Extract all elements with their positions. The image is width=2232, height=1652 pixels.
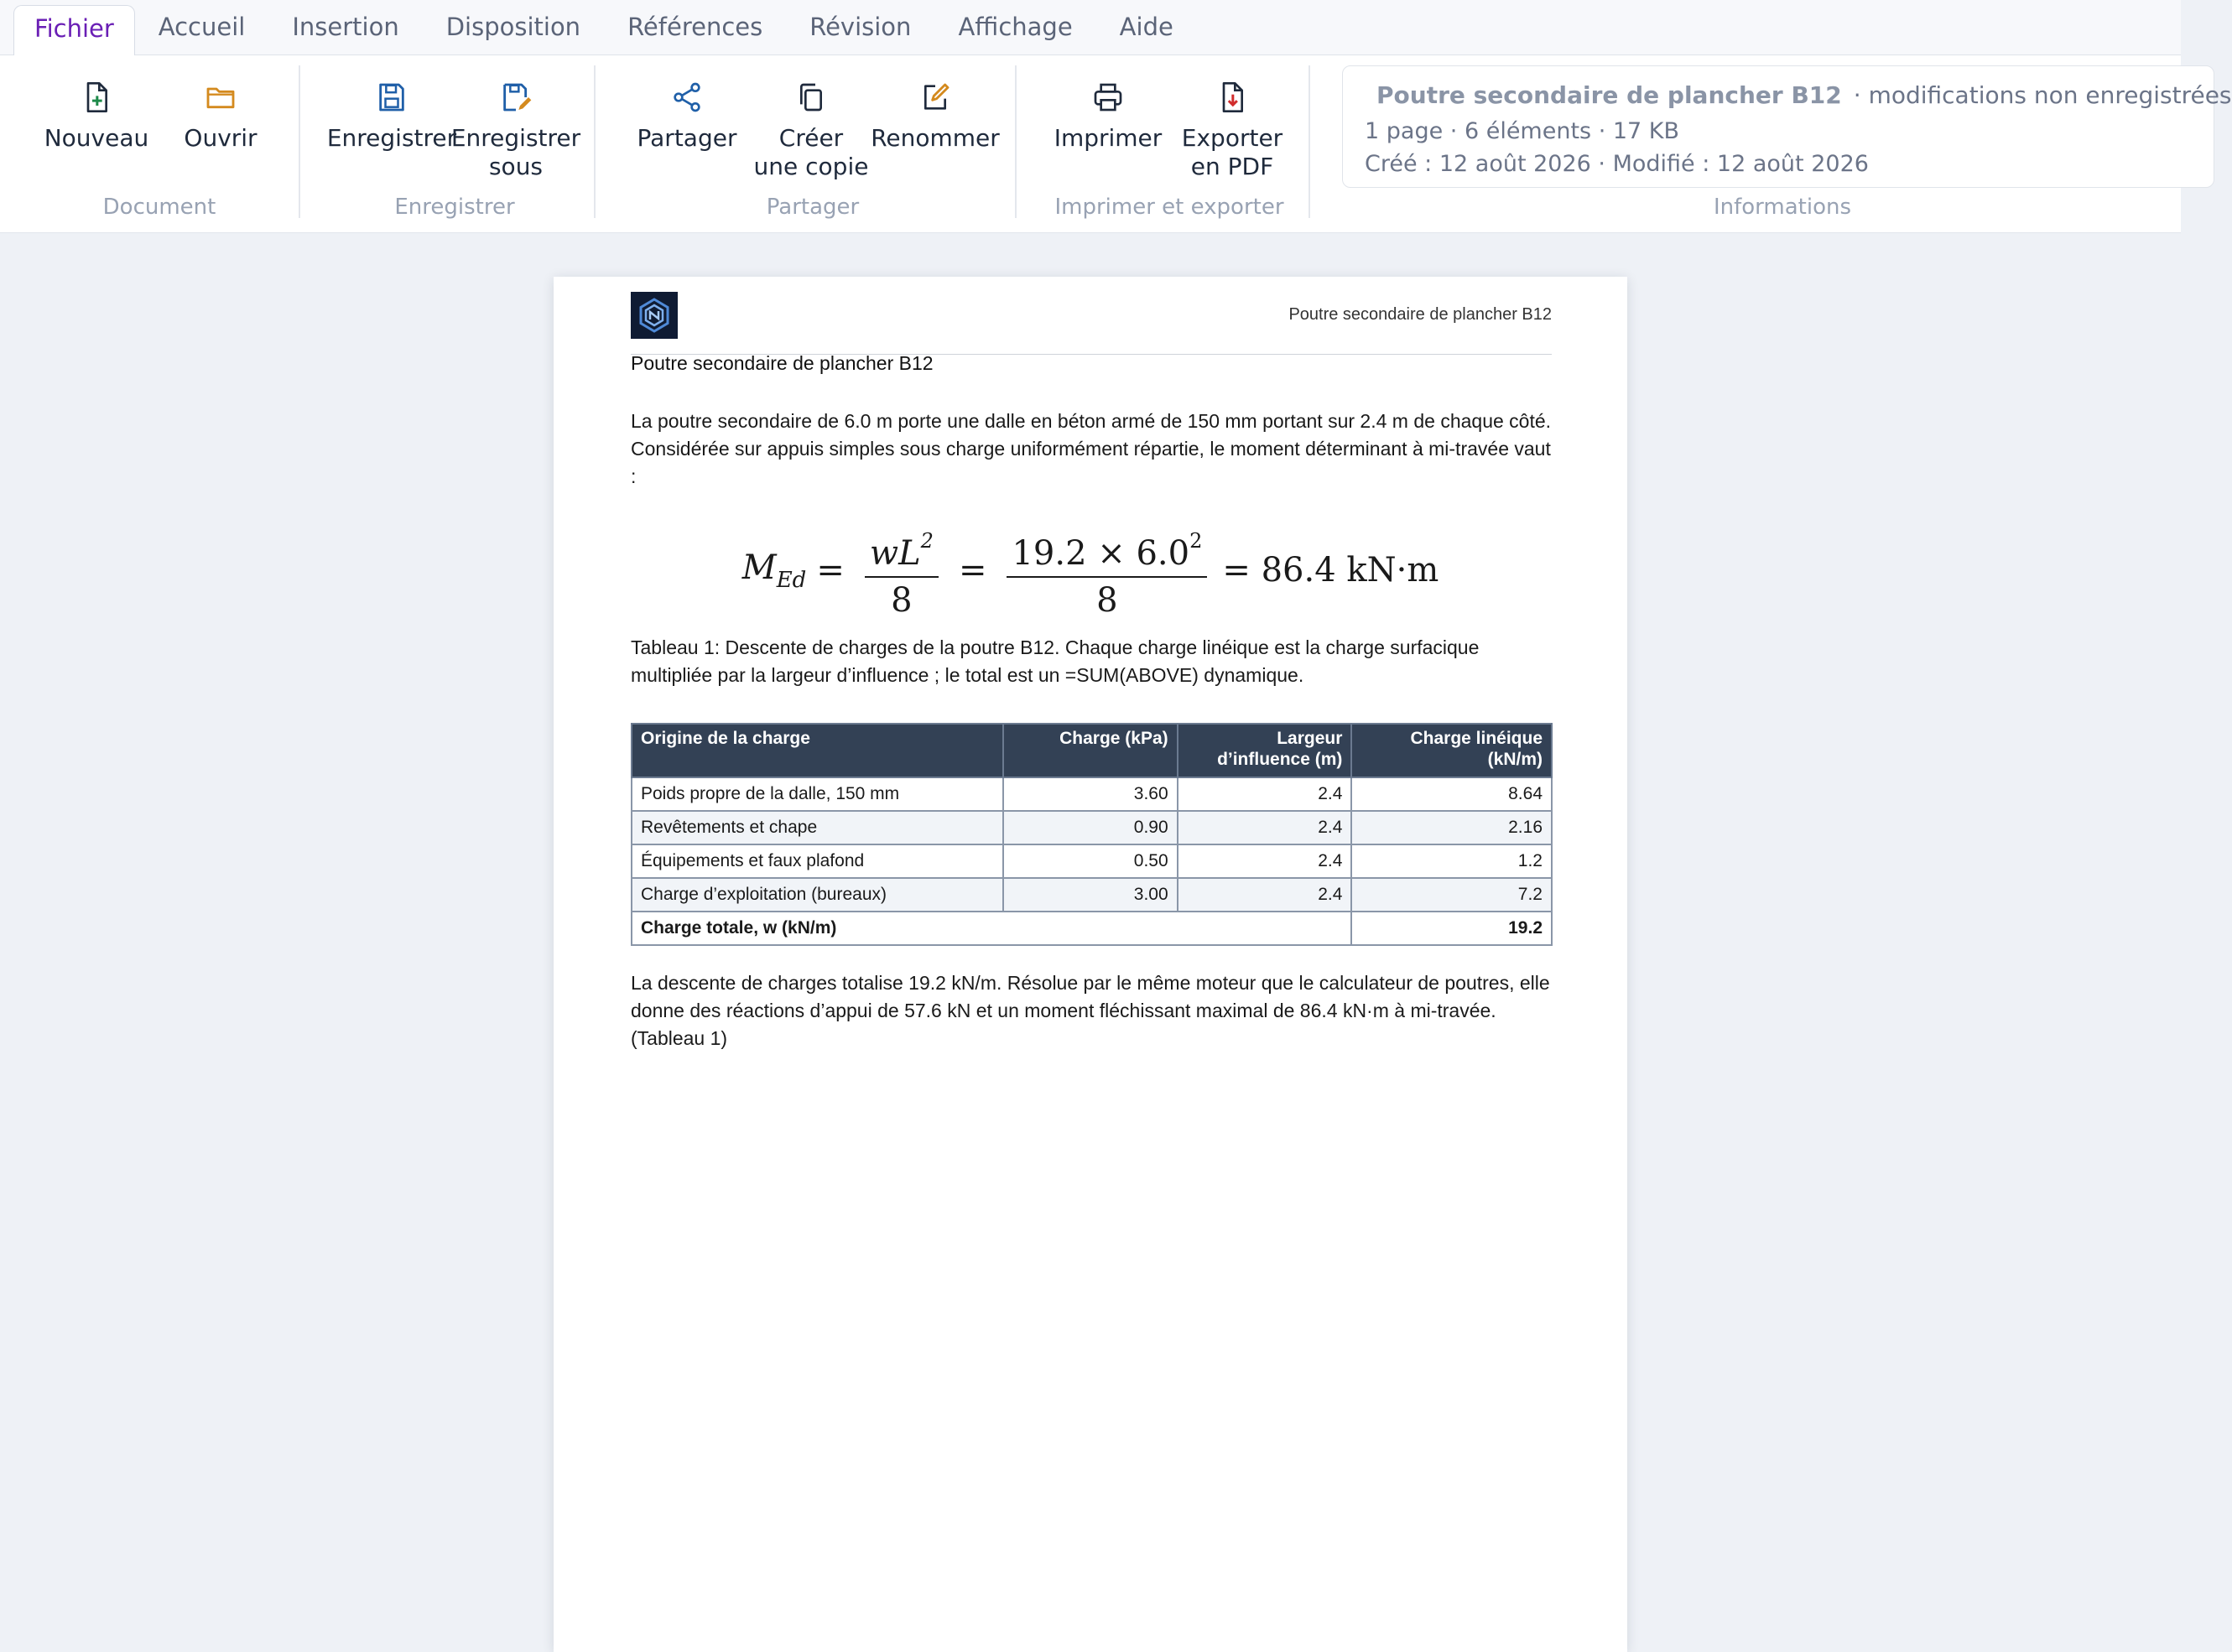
table-cell: 0.90 xyxy=(1003,811,1178,844)
group-label-enregistrer: Enregistrer xyxy=(394,195,515,220)
column-header: Largeur d’influence (m) xyxy=(1178,724,1352,777)
create-copy-button-label: Créer une copie xyxy=(753,124,869,180)
group-label-document: Document xyxy=(102,195,216,220)
intro-paragraph: La poutre secondaire de 6.0 m porte une dalle en béton armé de 150 mm portant sur 2.4 m de chaque côté. Considérée sur appuis simples sous charge uniformément répartie, le moment déterminant à mi-travée vaut : xyxy=(631,410,1552,487)
ribbon-separator xyxy=(299,65,300,218)
table-row xyxy=(632,811,1552,844)
print-button[interactable] xyxy=(1045,77,1171,153)
tab-affichage[interactable]: Affichage xyxy=(958,13,1073,41)
print-icon xyxy=(1091,81,1125,114)
create-copy-button[interactable] xyxy=(748,77,874,181)
group-document xyxy=(34,55,285,233)
rename-icon xyxy=(918,81,952,114)
rename-button[interactable] xyxy=(872,77,998,153)
tab-fichier[interactable]: Fichier xyxy=(13,5,135,55)
save-as-button-label: Enregistrer sous xyxy=(450,124,581,180)
export-pdf-icon xyxy=(1215,81,1249,114)
table-cell: 2.4 xyxy=(1178,878,1352,912)
column-header: Origine de la charge xyxy=(632,724,1003,777)
print-button-label: Imprimer xyxy=(1054,124,1163,152)
table-cell: 2.4 xyxy=(1178,811,1352,844)
open-button[interactable] xyxy=(158,77,284,153)
group-label-imprimer-exporter: Imprimer et exporter xyxy=(1054,195,1284,220)
new-button[interactable] xyxy=(34,77,159,153)
table-row xyxy=(632,878,1552,912)
group-imprimer-exporter xyxy=(1045,55,1293,233)
conclusion-paragraph: La descente de charges totalise 19.2 kN/m. Résolue par le même moteur que le calculateur de poutres, elle donne des réactions d’appui de 57.6 kN et un moment fléchissant maximal de 86.4 kN·m à mi-travée. (Tableau 1) xyxy=(631,972,1550,1049)
page-header-text: Poutre secondaire de plancher B12 xyxy=(1288,305,1552,324)
document-info-card xyxy=(1342,65,2232,188)
export-pdf-button-label: Exporter en PDF xyxy=(1181,124,1283,180)
formula-result: = 86.4 kN·m xyxy=(1222,551,1439,590)
ribbon-separator xyxy=(594,65,596,218)
column-header: Charge linéique (kN/m) xyxy=(1351,724,1552,777)
load-table xyxy=(631,723,1553,946)
table-cell: Équipements et faux plafond xyxy=(632,844,1003,878)
table-cell: 3.60 xyxy=(1003,777,1178,811)
table-cell: Revêtements et chape xyxy=(632,811,1003,844)
group-partager xyxy=(624,55,1002,233)
share-button-label: Partager xyxy=(637,124,737,152)
info-unsaved-status: · modifications non enregistrées xyxy=(1853,81,2232,109)
tab-revision[interactable]: Révision xyxy=(809,13,912,41)
tab-accueil[interactable]: Accueil xyxy=(158,13,246,41)
table-caption: Tableau 1: Descente de charges de la poutre B12. Chaque charge linéique est la charge surfacique multipliée par la largeur d’influence ; le total est un =SUM(ABOVE) dynamique. xyxy=(631,636,1480,686)
total-label: Charge totale, w (kN/m) xyxy=(632,912,1351,945)
table-cell: 3.00 xyxy=(1003,878,1178,912)
formula-fraction-symbolic: $\frac{wL^2}{8}$ xyxy=(865,522,939,620)
formula-fraction-numeric: $\frac{19.2 \times 6.0^2}{8}$ xyxy=(1007,522,1207,620)
document-title: Poutre secondaire de plancher B12 xyxy=(631,352,934,374)
formula-lhs: $M_{Ed}$ xyxy=(741,548,807,593)
column-header: Charge (kPa) xyxy=(1003,724,1178,777)
share-icon xyxy=(670,81,704,114)
info-dates: Créé : 12 août 2026 · Modifié : 12 août 2026 xyxy=(1365,151,1869,177)
total-value: 19.2 xyxy=(1351,912,1552,945)
open-button-label: Ouvrir xyxy=(184,124,258,152)
moment-formula: $M_{Ed}$ = $\frac{wL^2}{8}$ = $\frac{19.2 \times 6.0^2}{8}$ = 86.4 kN·m xyxy=(554,520,1627,621)
group-enregistrer xyxy=(326,55,581,233)
table-cell: 1.2 xyxy=(1351,844,1552,878)
ribbon-separator xyxy=(1015,65,1017,218)
ribbon-separator xyxy=(1309,65,1310,218)
save-as-button[interactable] xyxy=(450,77,581,181)
table-cell: Charge d’exploitation (bureaux) xyxy=(632,878,1003,912)
document-page[interactable] xyxy=(554,277,1627,1652)
table-row xyxy=(632,844,1552,878)
group-label-partager: Partager xyxy=(766,195,860,220)
tab-aide[interactable]: Aide xyxy=(1119,13,1173,41)
table-cell: 0.50 xyxy=(1003,844,1178,878)
table-cell: 2.4 xyxy=(1178,844,1352,878)
copy-icon xyxy=(794,81,828,114)
save-icon xyxy=(375,81,408,114)
export-pdf-button[interactable] xyxy=(1169,77,1295,181)
group-label-informations: Informations xyxy=(1713,195,1852,220)
save-button-label: Enregistrer xyxy=(326,124,457,152)
table-row xyxy=(632,777,1552,811)
tab-insertion[interactable]: Insertion xyxy=(292,13,399,41)
info-stats: 1 page · 6 éléments · 17 KB xyxy=(1365,118,1680,144)
share-button[interactable] xyxy=(624,77,750,153)
new-button-label: Nouveau xyxy=(44,124,149,152)
table-cell: 8.64 xyxy=(1351,777,1552,811)
info-document-title: Poutre secondaire de plancher B12 xyxy=(1376,81,1842,109)
table-cell: 2.16 xyxy=(1351,811,1552,844)
table-total-row xyxy=(632,912,1552,945)
new-document-icon xyxy=(80,81,113,114)
rename-button-label: Renommer xyxy=(871,124,1000,152)
table-cell: 2.4 xyxy=(1178,777,1352,811)
tab-references[interactable]: Références xyxy=(627,13,763,41)
ribbon xyxy=(0,55,2232,233)
tab-disposition[interactable]: Disposition xyxy=(445,13,581,41)
table-cell: Poids propre de la dalle, 150 mm xyxy=(632,777,1003,811)
table-cell: 7.2 xyxy=(1351,878,1552,912)
company-logo xyxy=(631,292,678,339)
folder-icon xyxy=(204,81,237,114)
ribbon-tab-bar xyxy=(0,0,2181,55)
save-button[interactable] xyxy=(326,77,457,153)
save-as-icon xyxy=(499,81,533,114)
